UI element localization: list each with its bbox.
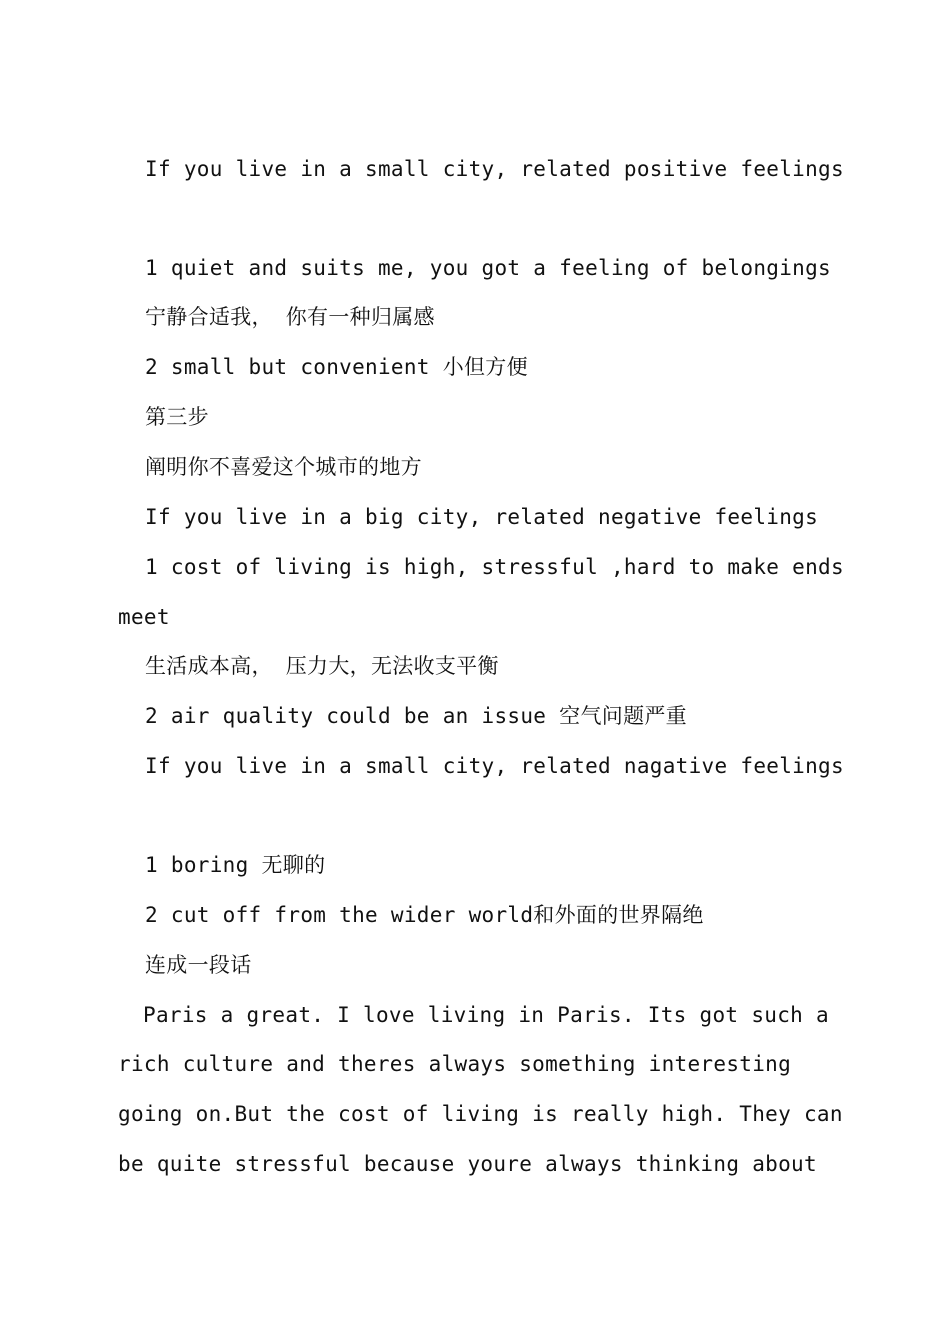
text-line-air-quality: 2 air quality could be an issue 空气问题严重 xyxy=(145,704,687,728)
text-line-cut-off: 2 cut off from the wider world和外面的世界隔绝 xyxy=(145,903,704,927)
paragraph-line-4: be quite stressful because youre always thinking about xyxy=(118,1152,817,1176)
text-line-paragraph-heading: 连成一段话 xyxy=(145,953,252,977)
text-line-small-city-negative: If you live in a small city, related nagative feelings xyxy=(145,754,844,778)
text-line-boring: 1 boring 无聊的 xyxy=(145,853,326,877)
text-line-meet: meet xyxy=(118,605,170,629)
text-line-big-city-negative: If you live in a big city, related negative feelings xyxy=(145,505,819,529)
paragraph-line-1: Paris a great. I love living in Paris. Its got such a xyxy=(143,1003,829,1027)
text-line-step-three: 第三步 xyxy=(145,405,209,429)
text-line-small-convenient: 2 small but convenient 小但方便 xyxy=(145,355,528,379)
text-line-dislike-heading: 阐明你不喜爱这个城市的地方 xyxy=(145,455,422,479)
paragraph-line-3: going on.But the cost of living is really high. They can xyxy=(118,1102,843,1126)
text-line-cost-of-living: 1 cost of living is high, stressful ,hard to make ends xyxy=(145,555,844,579)
text-line-quiet-belonging: 1 quiet and suits me, you got a feeling of belongings xyxy=(145,256,831,280)
text-line-small-city-positive: If you live in a small city, related positive feelings xyxy=(145,157,844,181)
text-line-chinese-cost: 生活成本高， 压力大，无法收支平衡 xyxy=(145,654,499,678)
paragraph-line-2: rich culture and theres always something interesting xyxy=(118,1052,792,1076)
text-line-chinese-belonging: 宁静合适我， 你有一种归属感 xyxy=(145,305,435,329)
